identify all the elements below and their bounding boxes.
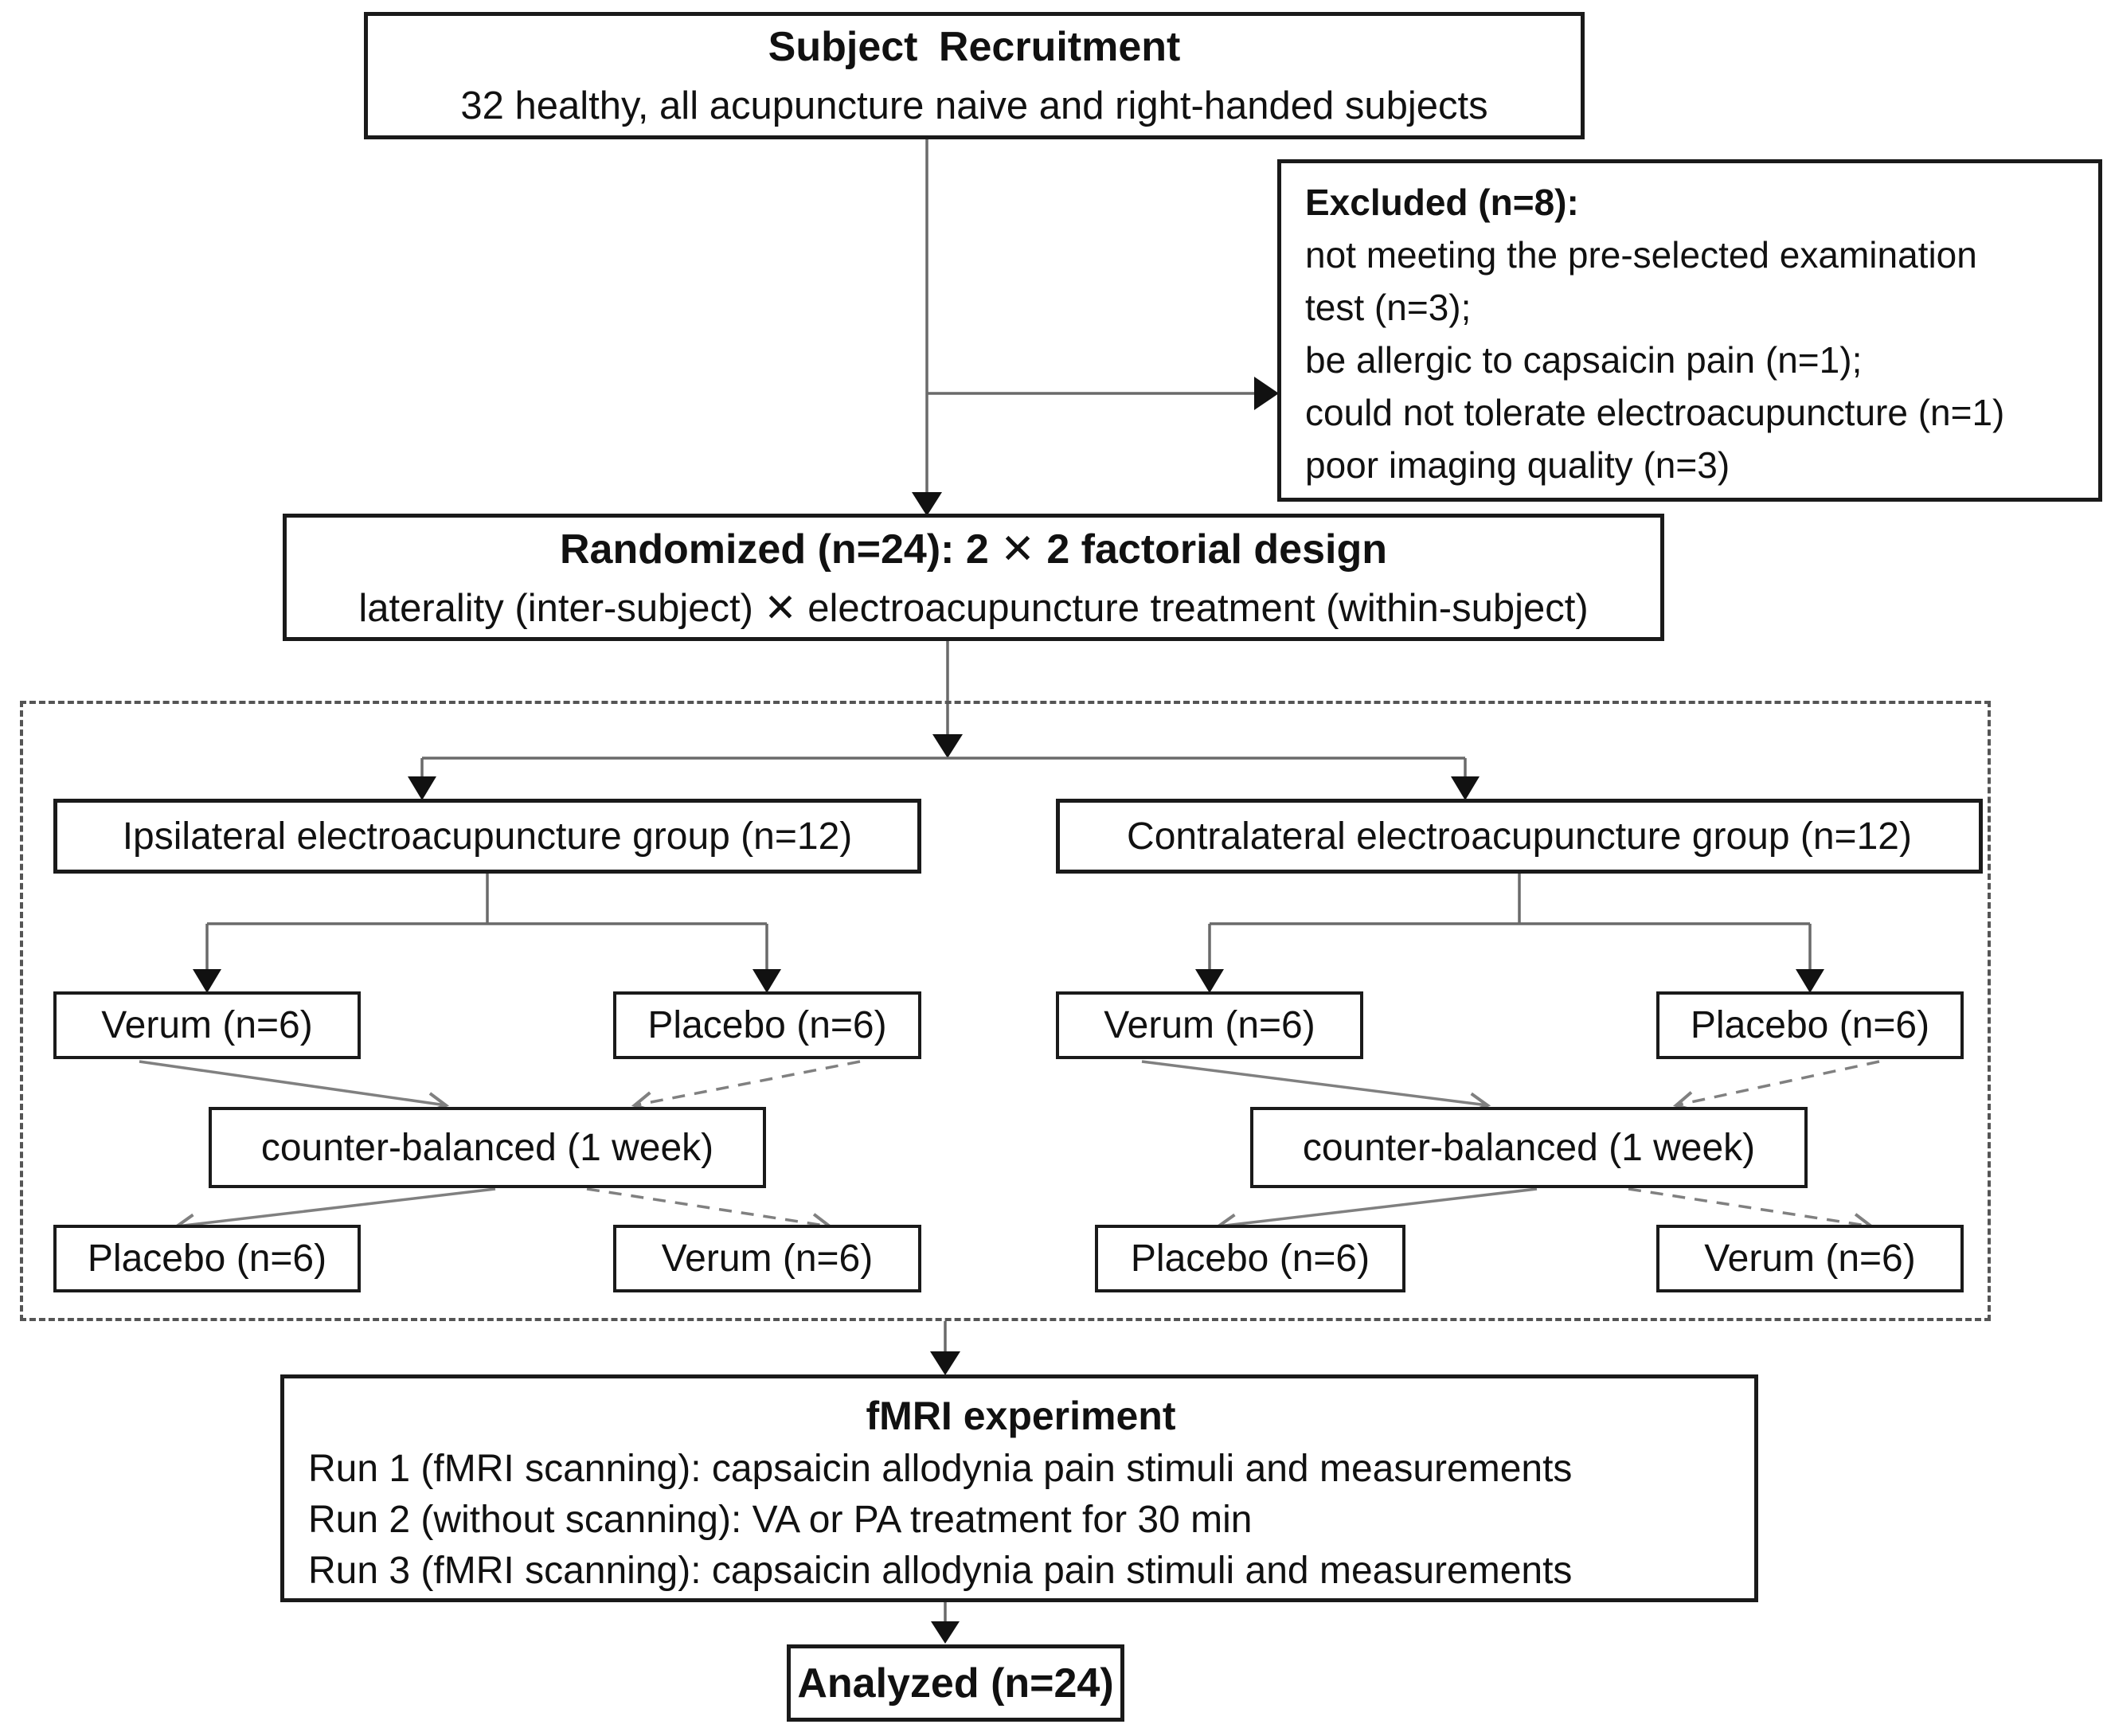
analyzed-box <box>787 1644 1124 1722</box>
arrow-to-fmri <box>930 1321 960 1375</box>
excluded-reason-line: be allergic to capsaicin pain (n=1); <box>1305 339 1863 381</box>
ipsilateral-first-placebo-label: Placebo (n=6) <box>647 1004 887 1046</box>
ipsilateral-first-verum-label: Verum (n=6) <box>101 1004 313 1046</box>
subject-recruitment-box <box>364 12 1585 139</box>
ipsilateral-second-placebo-box <box>53 1225 361 1292</box>
fmri-run-line: Run 1 (fMRI scanning): capsaicin allodynia pain stimuli and measurements <box>308 1448 1573 1490</box>
contralateral-first-verum-label: Verum (n=6) <box>1104 1004 1315 1046</box>
contralateral-first-placebo-label: Placebo (n=6) <box>1690 1004 1930 1046</box>
excluded-reason-line: not meeting the pre-selected examination <box>1305 234 1977 276</box>
excluded-box <box>1277 159 2102 502</box>
ipsilateral-second-placebo-label: Placebo (n=6) <box>87 1237 327 1280</box>
fmri-experiment-title: fMRI experiment <box>866 1394 1176 1438</box>
fmri-run-line: Run 3 (fMRI scanning): capsaicin allodynia pain stimuli and measurements <box>308 1550 1573 1592</box>
fmri-experiment-box <box>280 1374 1758 1602</box>
ipsilateral-second-verum-label: Verum (n=6) <box>661 1237 874 1280</box>
arrow-recruitment-to-randomized <box>912 139 942 516</box>
contralateral-counterbalanced-box <box>1250 1107 1808 1188</box>
contralateral-second-verum-box <box>1656 1225 1964 1292</box>
ipsilateral-first-placebo-box <box>613 991 921 1059</box>
ipsilateral-second-verum-box <box>613 1225 921 1292</box>
randomized-box <box>283 514 1664 641</box>
ipsilateral-group-label: Ipsilateral electroacupuncture group (n=12) <box>122 815 853 858</box>
contralateral-first-verum-box <box>1056 991 1363 1059</box>
randomized-title: Randomized (n=24): 2 ✕ 2 factorial design <box>559 526 1387 573</box>
contralateral-group-box <box>1056 799 1983 874</box>
fmri-run-line: Run 2 (without scanning): VA or PA treatment for 30 min <box>308 1499 1253 1541</box>
ipsilateral-group-box <box>53 799 921 874</box>
ipsilateral-counterbalanced-box <box>209 1107 766 1188</box>
analyzed-label: Analyzed (n=24) <box>797 1660 1114 1707</box>
excluded-reason-line: could not tolerate electroacupuncture (n=1) <box>1305 392 2005 433</box>
contralateral-second-verum-label: Verum (n=6) <box>1704 1237 1916 1280</box>
ipsilateral-counterbalanced-label: counter-balanced (1 week) <box>260 1126 714 1169</box>
arrow-fmri-to-analyzed <box>931 1602 960 1644</box>
contralateral-first-placebo-box <box>1656 991 1964 1059</box>
ipsilateral-first-verum-box <box>53 991 361 1059</box>
randomized-subtitle: laterality (inter-subject) ✕ electroacupuncture treatment (within-subject) <box>358 587 1589 630</box>
subject-recruitment-subtitle: 32 healthy, all acupuncture naive and right-handed subjects <box>460 84 1488 127</box>
subject-recruitment-title: Subject Recruitment <box>768 24 1181 70</box>
excluded-reason-line: test (n=3); <box>1305 287 1472 328</box>
arrow-to-excluded <box>927 377 1279 410</box>
contralateral-second-placebo-box <box>1095 1225 1405 1292</box>
contralateral-counterbalanced-label: counter-balanced (1 week) <box>1302 1126 1756 1169</box>
excluded-title: Excluded (n=8): <box>1305 182 1579 223</box>
excluded-reason-line: poor imaging quality (n=3) <box>1305 444 1730 486</box>
contralateral-group-label: Contralateral electroacupuncture group (n=12) <box>1127 815 1912 858</box>
contralateral-second-placebo-label: Placebo (n=6) <box>1130 1237 1370 1280</box>
